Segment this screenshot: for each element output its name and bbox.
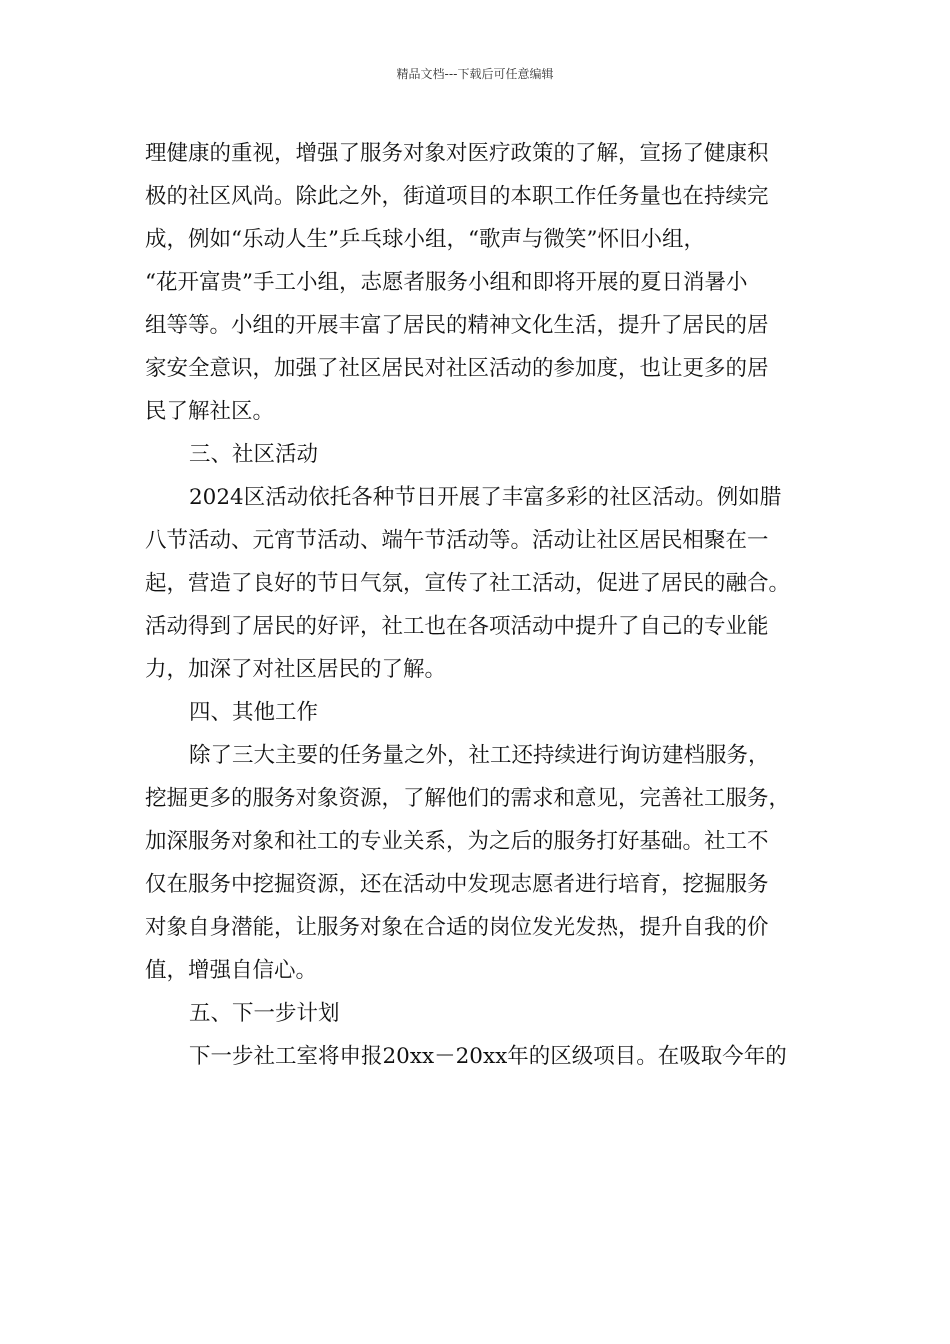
paragraph-line: 值，增强自信心。 (145, 958, 318, 983)
paragraph-line: 组等等。小组的开展丰富了居民的精神文化生活，提升了居民的居 (145, 313, 769, 338)
paragraph-line: 民了解社区。 (145, 399, 275, 424)
paragraph-line: 除了三大主要的任务量之外，社工还持续进行询访建档服务， (189, 743, 770, 768)
paragraph-line: 对象自身潜能，让服务对象在合适的岗位发光发热，提升自我的价 (145, 915, 769, 940)
paragraph-line: 仅在服务中挖掘资源，还在活动中发现志愿者进行培育，挖掘服务 (145, 872, 769, 897)
paragraph-line: 挖掘更多的服务对象资源，了解他们的需求和意见，完善社工服务， (145, 786, 791, 811)
page-header: 精品文档---下载后可任意编辑 (396, 67, 554, 81)
paragraph-line: 活动得到了居民的好评，社工也在各项活动中提升了自己的专业能 (145, 614, 769, 639)
paragraph-line: 成，例如“乐动人生”乒乓球小组，“歌声与微笑”怀旧小组， (145, 227, 705, 252)
paragraph-line: 加深服务对象和社工的专业关系，为之后的服务打好基础。社工不 (145, 829, 769, 854)
paragraph-line: 起，营造了良好的节日气氛，宣传了社工活动，促进了居民的融合。 (145, 571, 791, 596)
document-body (145, 132, 825, 1078)
section-heading: 四、其他工作 (189, 700, 319, 725)
paragraph-line: 力，加深了对社区居民的了解。 (145, 657, 447, 682)
paragraph-line: 八节活动、元宵节活动、端午节活动等。活动让社区居民相聚在一 (145, 528, 769, 553)
section-heading: 三、社区活动 (189, 442, 319, 467)
section-heading: 五、下一步计划 (189, 1001, 340, 1026)
paragraph-line: 2024区活动依托各种节日开展了丰富多彩的社区活动。例如腊 (189, 485, 782, 510)
paragraph-line: 理健康的重视，增强了服务对象对医疗政策的了解，宣扬了健康积 (145, 141, 769, 166)
paragraph-line: “花开富贵”手工小组，志愿者服务小组和即将开展的夏日消暑小 (145, 270, 748, 295)
paragraph-line: 下一步社工室将申报20xx－20xx年的区级项目。在吸取今年的 (189, 1044, 787, 1069)
paragraph-line: 极的社区风尚。除此之外，街道项目的本职工作任务量也在持续完 (145, 184, 769, 209)
paragraph-line: 家安全意识，加强了社区居民对社区活动的参加度，也让更多的居 (145, 356, 769, 381)
